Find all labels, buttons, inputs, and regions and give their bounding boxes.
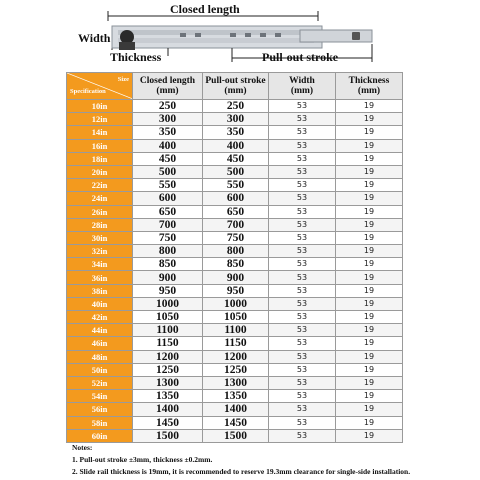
table-row bbox=[67, 350, 403, 363]
closed-length-cell: 500 bbox=[133, 165, 203, 178]
note-2: 2. Slide rail thickness is 19mm, it is recommended to reserve 19.3mm clearance for single-side installation. bbox=[72, 467, 411, 476]
table-row bbox=[67, 179, 403, 192]
closed-length-cell: 550 bbox=[133, 179, 203, 192]
closed-length-cell: 900 bbox=[133, 271, 203, 284]
thickness-cell: 19 bbox=[336, 284, 403, 297]
table-row bbox=[67, 258, 403, 271]
size-cell: 22in bbox=[67, 179, 133, 192]
closed-length-cell: 800 bbox=[133, 245, 203, 258]
closed-length-cell: 1500 bbox=[133, 429, 203, 442]
size-cell: 58in bbox=[67, 416, 133, 429]
pullout-stroke-cell: 950 bbox=[203, 284, 269, 297]
notes-title: Notes: bbox=[72, 443, 93, 452]
pullout-stroke-cell: 500 bbox=[203, 165, 269, 178]
header-name: Pull-out stroke bbox=[205, 76, 266, 86]
thickness-cell: 19 bbox=[336, 311, 403, 324]
thickness-cell: 19 bbox=[336, 165, 403, 178]
table-row bbox=[67, 311, 403, 324]
size-cell: 34in bbox=[67, 258, 133, 271]
table-row bbox=[67, 139, 403, 152]
table-row bbox=[67, 416, 403, 429]
closed-length-cell: 950 bbox=[133, 284, 203, 297]
closed-length-cell: 700 bbox=[133, 218, 203, 231]
pullout-stroke-cell: 1050 bbox=[203, 311, 269, 324]
thickness-cell: 19 bbox=[336, 218, 403, 231]
pullout-stroke-cell: 450 bbox=[203, 152, 269, 165]
width-cell: 53 bbox=[269, 271, 336, 284]
pullout-stroke-cell: 900 bbox=[203, 271, 269, 284]
closed-length-cell: 1100 bbox=[133, 324, 203, 337]
closed-length-label: Closed length bbox=[170, 2, 240, 16]
closed-length-cell: 1350 bbox=[133, 390, 203, 403]
pullout-stroke-cell: 1500 bbox=[203, 429, 269, 442]
table-row bbox=[67, 297, 403, 310]
table-row bbox=[67, 271, 403, 284]
table-row bbox=[67, 245, 403, 258]
size-cell: 14in bbox=[67, 126, 133, 139]
closed-length-cell: 1150 bbox=[133, 337, 203, 350]
corner-spec-label: Specification bbox=[70, 88, 106, 95]
size-cell: 26in bbox=[67, 205, 133, 218]
header-unit: (mm) bbox=[156, 86, 179, 96]
thickness-cell: 19 bbox=[336, 205, 403, 218]
size-cell: 20in bbox=[67, 165, 133, 178]
width-cell: 53 bbox=[269, 100, 336, 113]
thickness-cell: 19 bbox=[336, 403, 403, 416]
width-cell: 53 bbox=[269, 284, 336, 297]
thickness-cell: 19 bbox=[336, 100, 403, 113]
table-row bbox=[67, 192, 403, 205]
size-cell: 48in bbox=[67, 350, 133, 363]
size-cell: 54in bbox=[67, 390, 133, 403]
table-row bbox=[67, 205, 403, 218]
size-cell: 32in bbox=[67, 245, 133, 258]
thickness-cell: 19 bbox=[336, 245, 403, 258]
pullout-stroke-cell: 1150 bbox=[203, 337, 269, 350]
thickness-cell: 19 bbox=[336, 192, 403, 205]
width-cell: 53 bbox=[269, 245, 336, 258]
header-name: Width bbox=[289, 76, 315, 86]
width-cell: 53 bbox=[269, 350, 336, 363]
table-row bbox=[67, 403, 403, 416]
size-cell: 38in bbox=[67, 284, 133, 297]
header-unit: (mm) bbox=[224, 86, 247, 96]
thickness-cell: 19 bbox=[336, 179, 403, 192]
pullout-stroke-cell: 550 bbox=[203, 179, 269, 192]
pullout-stroke-cell: 700 bbox=[203, 218, 269, 231]
table-row bbox=[67, 231, 403, 244]
thickness-cell: 19 bbox=[336, 429, 403, 442]
pullout-stroke-cell: 800 bbox=[203, 245, 269, 258]
pullout-stroke-cell: 650 bbox=[203, 205, 269, 218]
width-cell: 53 bbox=[269, 258, 336, 271]
pullout-stroke-label: Pull-out stroke bbox=[262, 50, 339, 64]
size-cell: 50in bbox=[67, 363, 133, 376]
pullout-stroke-cell: 1400 bbox=[203, 403, 269, 416]
thickness-label: Thickness bbox=[110, 50, 162, 64]
table-row bbox=[67, 100, 403, 113]
size-cell: 18in bbox=[67, 152, 133, 165]
table-row bbox=[67, 324, 403, 337]
thickness-cell: 19 bbox=[336, 231, 403, 244]
table-row bbox=[67, 363, 403, 376]
closed-length-cell: 300 bbox=[133, 113, 203, 126]
closed-length-cell: 450 bbox=[133, 152, 203, 165]
thickness-cell: 19 bbox=[336, 390, 403, 403]
width-cell: 53 bbox=[269, 311, 336, 324]
thickness-cell: 19 bbox=[336, 324, 403, 337]
closed-length-cell: 1400 bbox=[133, 403, 203, 416]
header-unit: (mm) bbox=[357, 86, 381, 96]
closed-length-cell: 1000 bbox=[133, 297, 203, 310]
thickness-cell: 19 bbox=[336, 337, 403, 350]
width-cell: 53 bbox=[269, 165, 336, 178]
size-cell: 28in bbox=[67, 218, 133, 231]
width-cell: 53 bbox=[269, 337, 336, 350]
size-cell: 36in bbox=[67, 271, 133, 284]
pullout-stroke-cell: 600 bbox=[203, 192, 269, 205]
thickness-cell: 19 bbox=[336, 271, 403, 284]
header-thickness bbox=[336, 73, 403, 100]
width-cell: 53 bbox=[269, 363, 336, 376]
size-cell: 52in bbox=[67, 376, 133, 389]
pullout-stroke-cell: 1300 bbox=[203, 376, 269, 389]
width-cell: 53 bbox=[269, 152, 336, 165]
thickness-cell: 19 bbox=[336, 126, 403, 139]
size-cell: 10in bbox=[67, 100, 133, 113]
closed-length-cell: 1300 bbox=[133, 376, 203, 389]
closed-length-cell: 850 bbox=[133, 258, 203, 271]
closed-length-cell: 400 bbox=[133, 139, 203, 152]
spec-table-body bbox=[67, 100, 403, 443]
size-cell: 16in bbox=[67, 139, 133, 152]
size-cell: 12in bbox=[67, 113, 133, 126]
thickness-cell: 19 bbox=[336, 113, 403, 126]
width-cell: 53 bbox=[269, 139, 336, 152]
table-row bbox=[67, 218, 403, 231]
pullout-stroke-cell: 1250 bbox=[203, 363, 269, 376]
size-cell: 56in bbox=[67, 403, 133, 416]
thickness-cell: 19 bbox=[336, 139, 403, 152]
thickness-cell: 19 bbox=[336, 258, 403, 271]
thickness-cell: 19 bbox=[336, 416, 403, 429]
pullout-stroke-cell: 350 bbox=[203, 126, 269, 139]
size-cell: 30in bbox=[67, 231, 133, 244]
size-cell: 60in bbox=[67, 429, 133, 442]
closed-length-cell: 1200 bbox=[133, 350, 203, 363]
width-cell: 53 bbox=[269, 205, 336, 218]
thickness-cell: 19 bbox=[336, 376, 403, 389]
pullout-stroke-cell: 1450 bbox=[203, 416, 269, 429]
closed-length-cell: 650 bbox=[133, 205, 203, 218]
header-name: Closed length bbox=[139, 76, 196, 86]
spec-table bbox=[66, 72, 403, 443]
width-cell: 53 bbox=[269, 429, 336, 442]
width-cell: 53 bbox=[269, 324, 336, 337]
corner-size-label: Size bbox=[117, 76, 129, 83]
width-cell: 53 bbox=[269, 403, 336, 416]
pullout-stroke-cell: 750 bbox=[203, 231, 269, 244]
size-cell: 40in bbox=[67, 297, 133, 310]
size-cell: 46in bbox=[67, 337, 133, 350]
width-cell: 53 bbox=[269, 113, 336, 126]
table-row bbox=[67, 429, 403, 442]
width-cell: 53 bbox=[269, 390, 336, 403]
table-row bbox=[67, 337, 403, 350]
table-row bbox=[67, 165, 403, 178]
header-closed-length bbox=[133, 73, 203, 100]
width-cell: 53 bbox=[269, 416, 336, 429]
table-row bbox=[67, 126, 403, 139]
pullout-stroke-cell: 850 bbox=[203, 258, 269, 271]
width-cell: 53 bbox=[269, 218, 336, 231]
notes bbox=[72, 442, 410, 478]
pullout-stroke-cell: 1100 bbox=[203, 324, 269, 337]
table-row bbox=[67, 376, 403, 389]
header-width bbox=[269, 73, 336, 100]
thickness-cell: 19 bbox=[336, 350, 403, 363]
table-row bbox=[67, 113, 403, 126]
size-cell: 42in bbox=[67, 311, 133, 324]
closed-length-cell: 1250 bbox=[133, 363, 203, 376]
corner-header bbox=[67, 73, 133, 100]
thickness-cell: 19 bbox=[336, 297, 403, 310]
thickness-cell: 19 bbox=[336, 152, 403, 165]
pullout-stroke-cell: 1350 bbox=[203, 390, 269, 403]
header-pullout-stroke bbox=[203, 73, 269, 100]
table-row bbox=[67, 284, 403, 297]
table-header-row bbox=[67, 73, 403, 100]
table-row bbox=[67, 152, 403, 165]
pullout-stroke-cell: 300 bbox=[203, 113, 269, 126]
header-name: Thickness bbox=[348, 76, 390, 86]
closed-length-cell: 350 bbox=[133, 126, 203, 139]
thickness-cell: 19 bbox=[336, 363, 403, 376]
slide-rail-diagram bbox=[0, 0, 480, 70]
table-row bbox=[67, 390, 403, 403]
width-cell: 53 bbox=[269, 179, 336, 192]
pullout-stroke-cell: 1000 bbox=[203, 297, 269, 310]
pullout-stroke-cell: 250 bbox=[203, 100, 269, 113]
width-cell: 53 bbox=[269, 297, 336, 310]
note-1: 1. Pull-out stroke ±3mm, thickness ±0.2mm. bbox=[72, 455, 213, 464]
width-cell: 53 bbox=[269, 126, 336, 139]
width-cell: 53 bbox=[269, 231, 336, 244]
pullout-stroke-cell: 400 bbox=[203, 139, 269, 152]
closed-length-cell: 250 bbox=[133, 100, 203, 113]
size-cell: 24in bbox=[67, 192, 133, 205]
closed-length-cell: 1050 bbox=[133, 311, 203, 324]
size-cell: 44in bbox=[67, 324, 133, 337]
width-cell: 53 bbox=[269, 192, 336, 205]
closed-length-cell: 750 bbox=[133, 231, 203, 244]
width-label: Width bbox=[78, 31, 111, 45]
width-cell: 53 bbox=[269, 376, 336, 389]
pullout-stroke-cell: 1200 bbox=[203, 350, 269, 363]
header-unit: (mm) bbox=[290, 86, 314, 96]
closed-length-cell: 1450 bbox=[133, 416, 203, 429]
closed-length-cell: 600 bbox=[133, 192, 203, 205]
